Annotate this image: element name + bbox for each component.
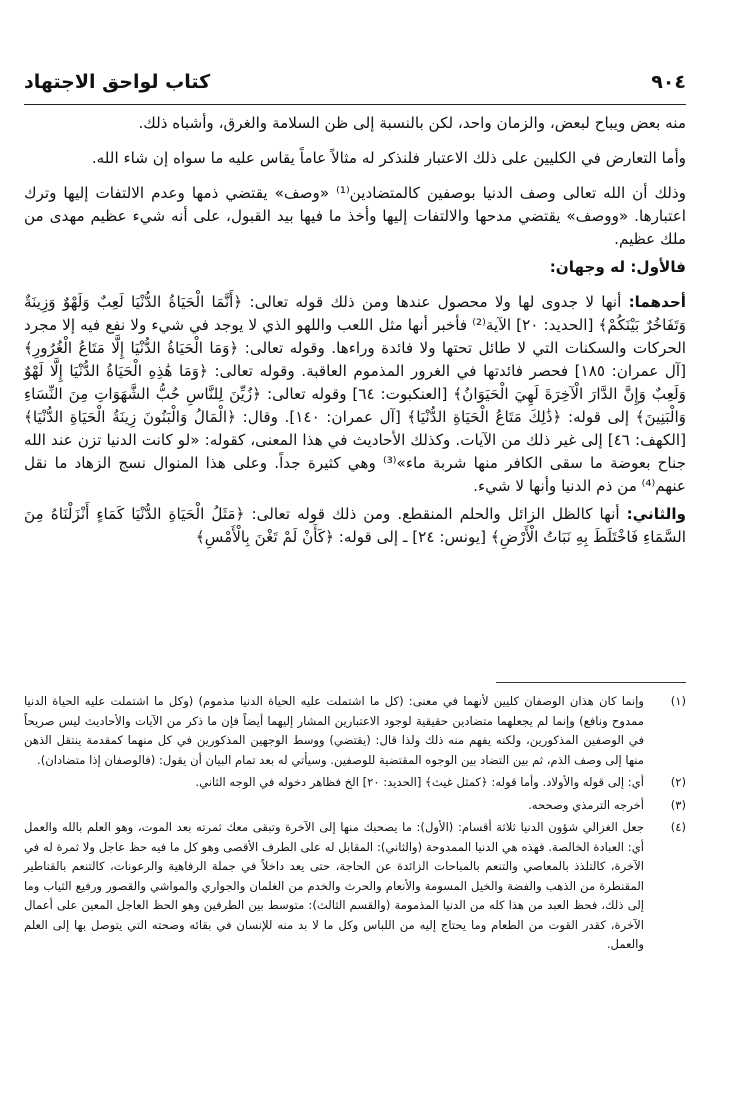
second-aspect-text: أنها كالظل الزائل والحلم المنقطع. ومن ذلك قوله تعالى: ﴿مَثَلُ الْحَيَاةِ الدُّنْيَا كَمَاءٍ أَنْزَلْنَاهُ مِنَ السَّمَاءِ فَاخْتَلَطَ بِهِ نَبَاتُ الْأَرْضِ﴾ [يونس: ٢٤] ـ إلى قوله: ﴿كَأَنْ لَمْ تَغْنَ بِالْأَمْسِ﴾	[24, 505, 686, 546]
footnote	[24, 796, 686, 816]
footnote	[24, 818, 686, 955]
footnote-text: أي: إلى قوله والأولاد. وأما قوله: ﴿كمثل غيث﴾ [الحديد: ٢٠] الخ فظاهر دخوله في الوجه الثاني.	[195, 775, 644, 789]
paragraph-1: منه بعض ويباح لبعض، والزمان واحد، لكن بالنسبة إلى ظن السلامة والغرق، وأشباه ذلك.	[138, 114, 686, 132]
first-aspect-heading: فالأول: له وجهان:	[549, 258, 686, 276]
footnote-text: وإنما كان هذان الوصفان كليين لأنهما في معنى: (كل ما اشتملت عليه الحياة الدنيا مذموم) (وكل ما اشتملت عليه الحياة الدنيا ممدوح ونافع) وإنما لم يجعلهما متضادين حقيقية لوجود الاعتبارين المشار إليهما أيضاً فإن ما ذكر من الآيات والأحاديث ليس صريحاً في الوصفين المذكورين، ولكنه يفهم منه ذلك ولذا قال: (يقتضي) ووسط الوجهين المذكورين في كل منهما كمقدمة ينتقل الذهن منها إلى وصف الذم، ثم بين التضاد بين الوجوه المقتضية للوصفين. وسيأتي له بعد تمام البيان أن يقول: (فالوصفان إذا متضادان).	[24, 694, 644, 767]
footnote-number: (٢)	[670, 775, 686, 789]
footnotes	[24, 692, 686, 958]
paragraph-3: وذلك أن الله تعالى وصف الدنيا بوصفين كالمتضادين⁽¹⁾ «وصف» يقتضي ذمها وعدم الالتفات إليها وترك اعتبارها. «ووصف» يقتضي مدحها والالتفات إليها وأخذ ما فيها بيد القبول، على أنه شيء عظيم مهدى من ملك عظيم.	[24, 184, 686, 248]
paragraph-first-aspect	[24, 291, 686, 498]
footnote-number: (١)	[670, 694, 686, 708]
main-text	[24, 112, 686, 554]
paragraph-2: وأما التعارض في الكليين على ذلك الاعتبار فلنذكر له مثالاً عاماً يقاس عليه ما سواه إن شاء الله.	[91, 149, 686, 167]
page-number: ٩٠٤	[651, 71, 686, 93]
footnote-text: أخرجه الترمذي وصححه.	[528, 797, 644, 812]
book-title: كتاب لواحق الاجتهاد	[24, 71, 211, 93]
first-aspect-text: أنها لا جدوى لها ولا محصول عندها ومن ذلك قوله تعالى: ﴿أَنَّمَا الْحَيَاةُ الدُّنْيَا لَعِبٌ وَلَهْوٌ وَزِينَةٌ وَتَفَاخُرٌ بَيْنَكُمْ﴾ [الحديد: ٢٠] الآية⁽²⁾ فأخبر أنها مثل اللعب واللهو الذي لا يوجد في شيء ولا نفع فيه إلا مجرد الحركات والسكنات التي لا طائل تحتها ولا فائدة وراءها. وقوله تعالى: ﴿وَمَا الْحَيَاةُ الدُّنْيَا إِلَّا مَتَاعُ الْغُرُورِ﴾ [آل عمران: ١٨٥] فحصر فائدتها في الغرور المذموم العاقبة. وقوله تعالى: ﴿وَمَا هَٰذِهِ الْحَيَاةُ الدُّنْيَا إِلَّا لَهْوٌ وَلَعِبٌ وَإِنَّ الدَّارَ الْآخِرَةَ لَهِيَ الْحَيَوَانُ﴾ [العنكبوت: ٦٤] وقوله تعالى: ﴿زُيِّنَ لِلنَّاسِ حُبُّ الشَّهَوَاتِ مِنَ النِّسَاءِ وَالْبَنِينَ﴾ إلى قوله: ﴿ذَٰلِكَ مَتَاعُ الْحَيَاةِ الدُّنْيَا﴾ [آل عمران: ١٤٠]. وقال: ﴿الْمَالُ وَالْبَنُونَ زِينَةُ الْحَيَاةِ الدُّنْيَا﴾ [الكهف: ٤٦] إلى غير ذلك من الآيات. وكذلك الأحاديث في هذا المعنى، كقوله: «لو كانت الدنيا تزن عند الله جناح بعوضة ما سقى الكافر منها شربة ماء»⁽³⁾ وهي كثيرة جداً. وعلى هذا المنوال نسج الزهاد ما نقل عنهم⁽⁴⁾ من ذم الدنيا وأنها لا شيء.	[24, 293, 687, 495]
footnote	[24, 773, 686, 793]
paragraph-second-aspect	[24, 503, 686, 549]
running-header	[24, 62, 686, 102]
footnote-divider	[496, 682, 686, 683]
footnote	[24, 692, 686, 770]
second-aspect-lead: والثاني:	[626, 505, 687, 523]
header-divider	[24, 104, 686, 105]
footnote-number: (٤)	[670, 820, 686, 834]
footnote-number: (٣)	[670, 797, 686, 812]
first-aspect-lead: أحدهما:	[628, 293, 686, 311]
footnote-text: جعل الغزالي شؤون الدنيا ثلاثة أقسام: (الأول): ما يصحبك منها إلى الآخرة وتبقى معك ثمرته بعد الموت، وهو العلم بالله والعمل أي: العبادة الخالصة. فهذه هي الدنيا الممدوحة (والثاني): المقابل له على الطرف الأقصى وهو كل ما فيه حظ عاجل ولا ثمرة له في الآخرة، كالتلذذ بالمعاصي والتنعم بالمباحات الزائدة عن الحاجة، حتى يعد داخلاً في جملة الرفاهية والرعونات، كالتنعم بالقناطير المقنطرة من الذهب والفضة والخيل المسومة والأنعام والحرث والخدم من الغلمان والجواري والمواشي والقصور ورفيع الثياب وما إلى ذلك، فحظ العبد من هذا كله من الدنيا المذمومة (والقسم الثالث): متوسط بين الطرفين وهو الحظ العاجل المعين على أعمال الآخرة، كقدر القوت من الطعام وما يحتاج إليه من اللباس وكل ما لا بد منه للإنسان في بقائه وصحته التي يتوصل بها إلى العلم والعمل.	[24, 820, 644, 951]
